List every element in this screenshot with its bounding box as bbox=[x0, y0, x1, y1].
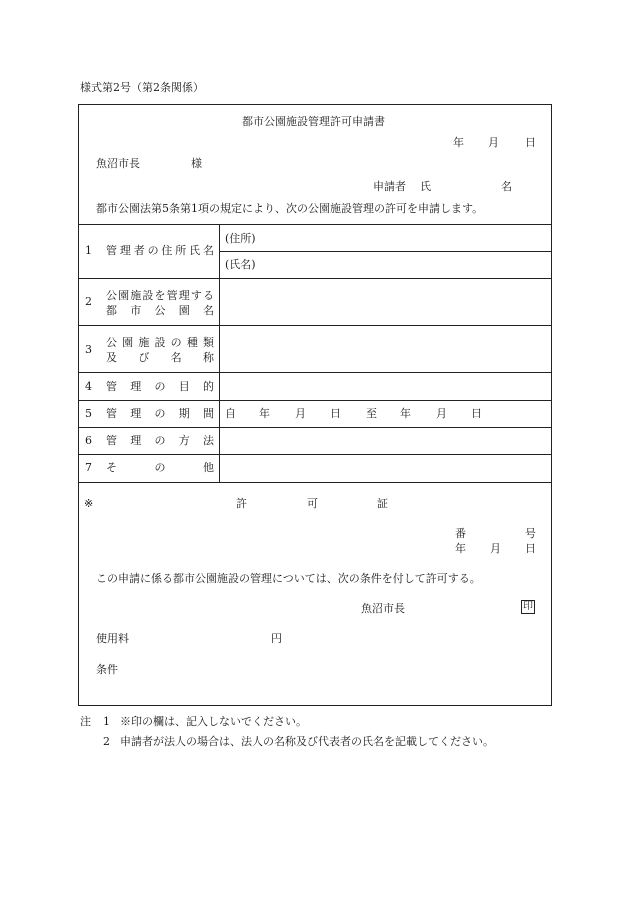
addressee-honorific: 様 bbox=[191, 157, 202, 170]
permit-date-year: 年 bbox=[455, 542, 466, 555]
note-2-number: 2 bbox=[103, 735, 110, 748]
permit-number-1: 番 bbox=[455, 527, 466, 540]
row-3-label-line1: 公園施設の種類 bbox=[106, 336, 214, 349]
divider bbox=[78, 278, 552, 279]
form-number: 様式第2号（第2条関係） bbox=[80, 81, 204, 94]
divider bbox=[78, 224, 552, 225]
row-7-label: その他 bbox=[106, 461, 214, 474]
fee-unit: 円 bbox=[271, 632, 282, 645]
row-4-number: 4 bbox=[85, 380, 92, 393]
divider bbox=[78, 427, 552, 428]
divider bbox=[78, 482, 552, 483]
row-4-label: 管理の目的 bbox=[106, 380, 214, 393]
row-1-number: 1 bbox=[85, 244, 92, 257]
note-1-number: 1 bbox=[103, 715, 110, 728]
row-2-label-line2: 都市公園名 bbox=[106, 304, 214, 317]
period-month-2: 月 bbox=[436, 407, 447, 420]
row-5-label: 管理の期間 bbox=[106, 407, 214, 420]
column-divider bbox=[219, 224, 220, 482]
period-year-1: 年 bbox=[259, 407, 270, 420]
permit-date-day: 日 bbox=[525, 542, 536, 555]
form-title: 都市公園施設管理許可申請書 bbox=[242, 115, 385, 128]
fee-label: 使用料 bbox=[96, 632, 129, 645]
declaration: 都市公園法第5条第1項の規定により、次の公園施設管理の許可を申請します。 bbox=[96, 202, 484, 215]
permit-title-2: 可 bbox=[307, 497, 318, 510]
row-2-number: 2 bbox=[85, 295, 92, 308]
conditions-label: 条件 bbox=[96, 663, 118, 676]
divider bbox=[78, 372, 552, 373]
date-month: 月 bbox=[488, 136, 499, 149]
row-3-label-line2: 及び名称 bbox=[106, 351, 214, 364]
applicant-name-2: 名 bbox=[501, 180, 512, 193]
row-7-number: 7 bbox=[85, 461, 92, 474]
row-6-label: 管理の方法 bbox=[106, 434, 214, 447]
applicant-label: 申請者 bbox=[373, 180, 406, 193]
period-year-2: 年 bbox=[400, 407, 411, 420]
date-day: 日 bbox=[525, 136, 536, 149]
permit-mark: ※ bbox=[84, 497, 94, 510]
row-6-number: 6 bbox=[85, 434, 92, 447]
permit-date-month: 月 bbox=[490, 542, 501, 555]
period-to: 至 bbox=[366, 407, 377, 420]
permit-issuer: 魚沼市長 bbox=[361, 602, 405, 615]
date-year: 年 bbox=[453, 136, 464, 149]
divider bbox=[78, 454, 552, 455]
permit-statement: この申請に係る都市公園施設の管理については、次の条件を付して許可する。 bbox=[96, 572, 481, 585]
row-2-label-line1: 公園施設を管理する bbox=[106, 289, 214, 302]
period-from: 自 bbox=[225, 407, 236, 420]
applicant-name-1: 氏 bbox=[420, 180, 431, 193]
row-1-address-label: (住所) bbox=[225, 232, 256, 245]
permit-number-2: 号 bbox=[525, 527, 536, 540]
seal-stamp: 印 bbox=[523, 601, 533, 612]
notes-prefix: 注 bbox=[80, 715, 91, 728]
row-3-number: 3 bbox=[85, 343, 92, 356]
note-2-text: 申請者が法人の場合は、法人の名称及び代表者の氏名を記載してください。 bbox=[120, 735, 494, 748]
permit-title-1: 許 bbox=[236, 497, 247, 510]
note-1-text: ※印の欄は、記入しないでください。 bbox=[120, 715, 307, 728]
divider bbox=[78, 325, 552, 326]
application-form bbox=[78, 104, 552, 706]
divider bbox=[219, 251, 552, 252]
addressee-name: 魚沼市長 bbox=[96, 157, 140, 170]
period-month-1: 月 bbox=[295, 407, 306, 420]
divider bbox=[78, 400, 552, 401]
permit-title-3: 証 bbox=[377, 497, 388, 510]
row-5-number: 5 bbox=[85, 407, 92, 420]
row-1-label: 管理者の住所氏名 bbox=[106, 244, 214, 257]
period-day-2: 日 bbox=[471, 407, 482, 420]
period-day-1: 日 bbox=[330, 407, 341, 420]
row-1-name-label: (氏名) bbox=[225, 258, 256, 271]
